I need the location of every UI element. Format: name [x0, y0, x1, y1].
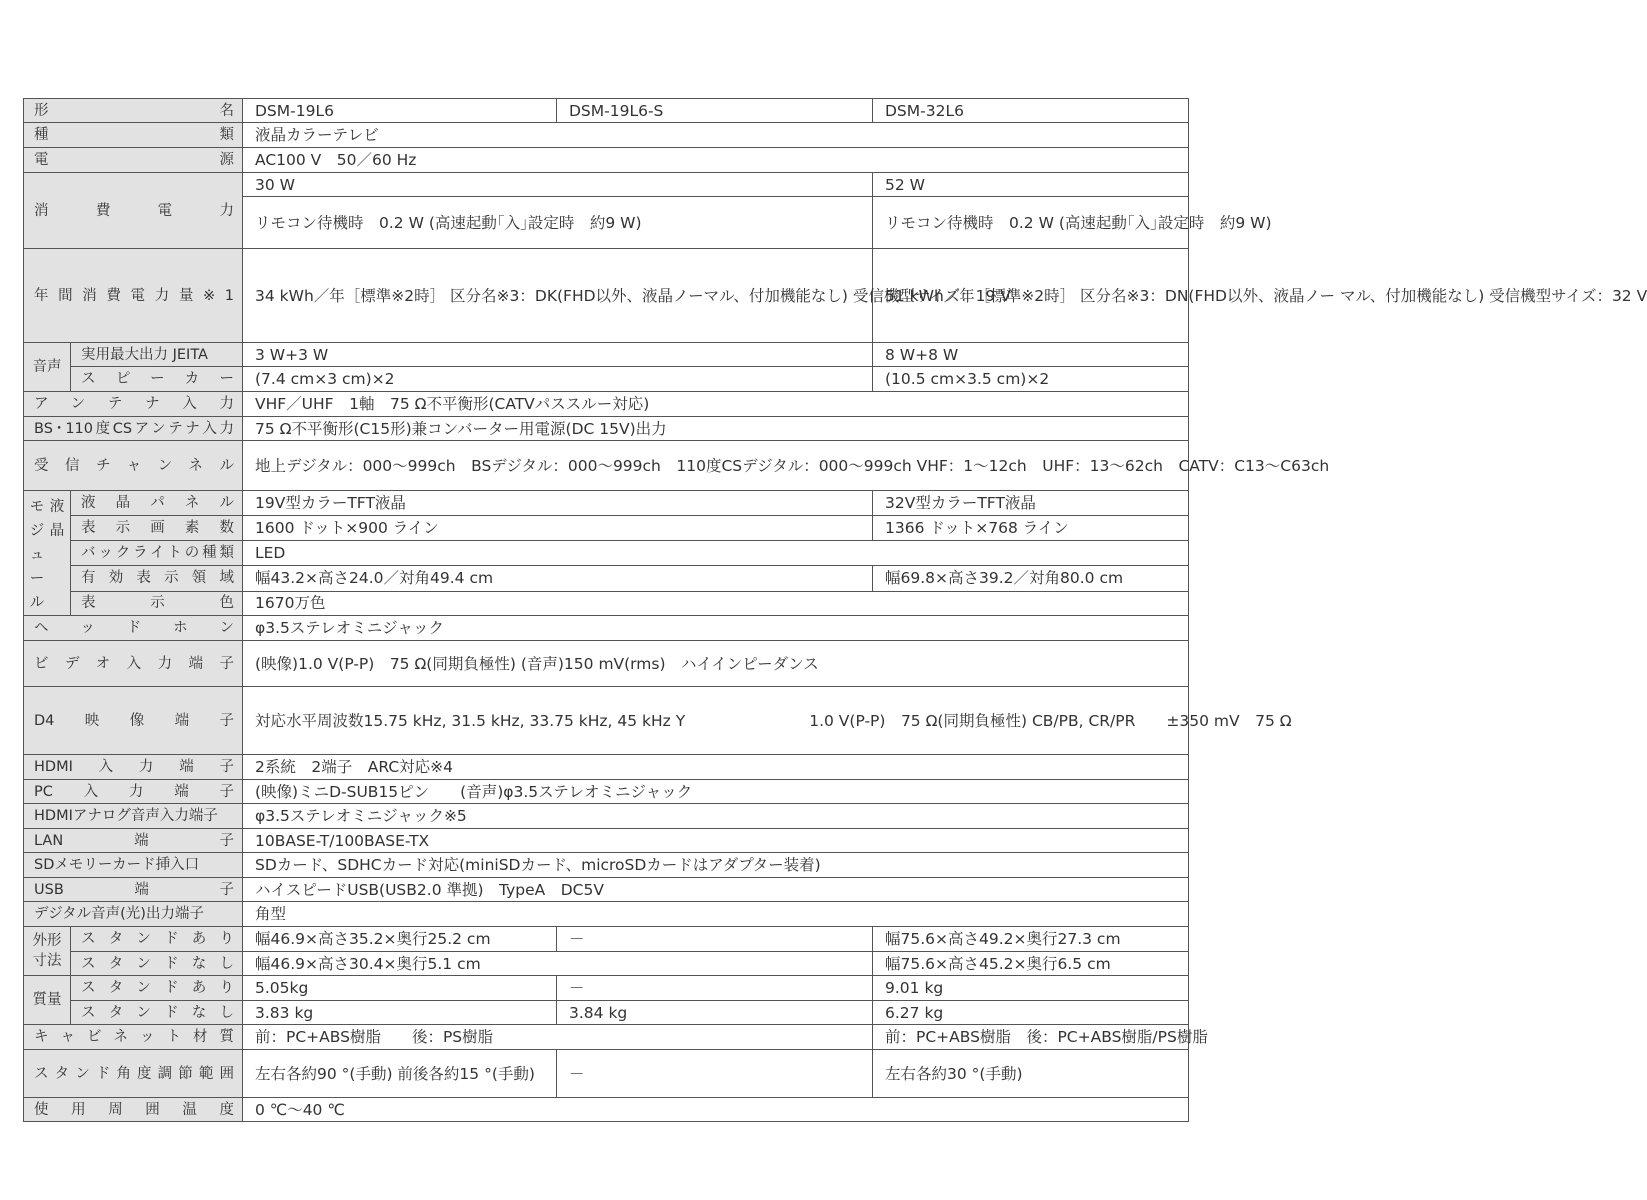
row-headphone — [24, 616, 1189, 641]
value-mass-stand-19s: － — [557, 976, 873, 1001]
value-power: AC100 V 50／60 Hz — [243, 148, 1189, 173]
value-annual-32: 51 kWh／年［標準※2時］ 区分名※3：DN(FHD以外、液晶ノー マル、付加機能なし) 受信機型サイズ：32 V — [873, 249, 1189, 343]
value-usb: ハイスピードUSB(USB2.0 準拠) TypeA DC5V — [243, 878, 1189, 902]
row-pixels — [24, 516, 1189, 540]
row-lcd-panel — [24, 491, 1189, 516]
value-mass-stand-32: 9.01 kg — [873, 976, 1189, 1001]
value-bs-antenna: 75 Ω不平衡形(C15形)兼コンバーター用電源(DC 15V)出力 — [243, 417, 1189, 441]
value-display-area-32: 幅69.8×高さ39.2／対角80.0 cm — [873, 566, 1189, 591]
label-d4: D4映像端子 — [24, 687, 243, 755]
row-dim-stand — [24, 927, 1189, 952]
value-annual-19: 34 kWh／年［標準※2時］ 区分名※3：DK(FHD以外、液晶ノーマル、付加機能なし) 受信機型サイズ：19 V — [243, 249, 873, 343]
value-mass-nostand-19s: 3.84 kg — [557, 1001, 873, 1025]
value-dim-nostand-32: 幅75.6×高さ45.2×奥行6.5 cm — [873, 952, 1189, 976]
value-speaker-32: (10.5 cm×3.5 cm)×2 — [873, 367, 1189, 392]
value-lcd-panel-19: 19V型カラーTFT液晶 — [243, 491, 873, 516]
label-optical: デジタル音声(光)出力端子 — [24, 902, 243, 927]
row-channels — [24, 441, 1189, 491]
value-mass-nostand-32: 6.27 kg — [873, 1001, 1189, 1025]
value-cons-19-w: 30 W — [243, 173, 873, 197]
group-mass: 質量 — [24, 976, 71, 1025]
row-colors — [24, 591, 1189, 615]
label-stand-angle: スタンド角度調節範囲 — [24, 1050, 243, 1098]
row-model — [24, 99, 1189, 123]
label-hdmi: HDMI入力端子 — [24, 755, 243, 780]
row-display-area — [24, 566, 1189, 591]
value-stand-angle-19: 左右各約90 °(手動) 前後各約15 °(手動) — [243, 1050, 557, 1098]
label-annual: 年間消費電力量※1 — [24, 249, 243, 343]
value-d4: 対応水平周波数15.75 kHz, 31.5 kHz, 33.75 kHz, 45 kHz Y 1.0 V(P-P) 75 Ω(同期負極性) CB/PB, CR/PR ±350 mV 75 Ω — [243, 687, 1189, 755]
row-hdmi-analog — [24, 804, 1189, 829]
value-pixels-32: 1366 ドット×768 ライン — [873, 516, 1189, 540]
label-hdmi-analog: HDMIアナログ音声入力端子 — [24, 804, 243, 829]
value-audio-out-19: 3 W+3 W — [243, 343, 873, 367]
value-cons-32-w: 52 W — [873, 173, 1189, 197]
label-dim-stand-yes: スタンドあり — [71, 927, 243, 952]
value-pc: (映像)ミニD-SUB15ピン (音声)φ3.5ステレオミニジャック — [243, 780, 1189, 804]
group-audio: 音声 — [24, 343, 71, 392]
label-lcd-panel: 液晶パネル — [71, 491, 243, 516]
label-cabinet: キャビネット材質 — [24, 1025, 243, 1050]
label-backlight: バックライトの種類 — [71, 540, 243, 565]
value-channels: 地上デジタル：000～999ch BSデジタル：000～999ch 110度CSデジタル：000～999ch VHF：1～12ch UHF：13～62ch CATV：C13～C63ch — [243, 441, 1189, 491]
value-lan: 10BASE-T/100BASE-TX — [243, 829, 1189, 853]
row-power — [24, 148, 1189, 173]
value-mass-stand-19: 5.05kg — [243, 976, 557, 1001]
row-backlight — [24, 540, 1189, 565]
label-mass-stand-yes: スタンドあり — [71, 976, 243, 1001]
row-annual — [24, 249, 1189, 343]
value-video-in: (映像)1.0 V(P-P) 75 Ω(同期負極性) (音声)150 mV(rms) ハイインピーダンス — [243, 641, 1189, 687]
value-pixels-19: 1600 ドット×900 ライン — [243, 516, 873, 540]
value-optical: 角型 — [243, 902, 1189, 927]
value-backlight: LED — [243, 540, 1189, 565]
label-dim-stand-no: スタンドなし — [71, 952, 243, 976]
value-model-19: DSM-19L6 — [243, 99, 557, 123]
label-usb: USB端子 — [24, 878, 243, 902]
label-speaker: スピーカー — [71, 367, 243, 392]
label-headphone: ヘッドホン — [24, 616, 243, 641]
value-cabinet-19: 前：PC+ABS樹脂 後：PS樹脂 — [243, 1025, 873, 1050]
row-d4 — [24, 687, 1189, 755]
row-hdmi — [24, 755, 1189, 780]
label-audio-out: 実用最大出力 JEITA — [71, 343, 243, 367]
row-sd — [24, 853, 1189, 878]
group-lcd-module-b: モジュール — [29, 499, 45, 611]
value-model-19s: DSM-19L6-S — [557, 99, 873, 123]
label-type: 種類 — [24, 123, 243, 148]
label-power: 電源 — [24, 148, 243, 173]
value-headphone: φ3.5ステレオミニジャック — [243, 616, 1189, 641]
label-channels: 受信チャンネル — [24, 441, 243, 491]
value-temp: 0 ℃～40 ℃ — [243, 1098, 1189, 1122]
value-dim-stand-32: 幅75.6×高さ49.2×奥行27.3 cm — [873, 927, 1189, 952]
value-colors: 1670万色 — [243, 591, 1189, 615]
row-bs-antenna — [24, 417, 1189, 441]
value-model-32: DSM-32L6 — [873, 99, 1189, 123]
row-dim-nostand — [24, 952, 1189, 976]
value-hdmi: 2系統 2端子 ARC対応※4 — [243, 755, 1189, 780]
row-audio-out — [24, 343, 1189, 367]
row-mass-nostand — [24, 1001, 1189, 1025]
row-cabinet — [24, 1025, 1189, 1050]
label-pc: PC入力端子 — [24, 780, 243, 804]
value-cons-19-standby: リモコン待機時 0.2 W (高速起動｢入｣設定時 約9 W) — [243, 197, 873, 249]
value-type: 液晶カラーテレビ — [243, 123, 1189, 148]
row-pc — [24, 780, 1189, 804]
label-video-in: ビデオ入力端子 — [24, 641, 243, 687]
row-type — [24, 123, 1189, 148]
label-sd: SDメモリーカード挿入口 — [24, 853, 243, 878]
value-cons-32-standby: リモコン待機時 0.2 W (高速起動｢入｣設定時 約9 W) — [873, 197, 1189, 249]
value-sd: SDカード、SDHCカード対応(miniSDカード、microSDカードはアダプター装着) — [243, 853, 1189, 878]
row-antenna — [24, 392, 1189, 417]
row-lan — [24, 829, 1189, 853]
label-antenna: アンテナ入力 — [24, 392, 243, 417]
value-audio-out-32: 8 W+8 W — [873, 343, 1189, 367]
label-display-area: 有効表示領域 — [71, 566, 243, 591]
value-mass-nostand-19: 3.83 kg — [243, 1001, 557, 1025]
label-bs-antenna: BS･110度CSアンテナ入力 — [24, 417, 243, 441]
value-dim-stand-19s: － — [557, 927, 873, 952]
row-video-in — [24, 641, 1189, 687]
row-stand-angle — [24, 1050, 1189, 1098]
row-mass-stand — [24, 976, 1189, 1001]
label-temp: 使用周囲温度 — [24, 1098, 243, 1122]
row-optical — [24, 902, 1189, 927]
value-hdmi-analog: φ3.5ステレオミニジャック※5 — [243, 804, 1189, 829]
value-antenna: VHF／UHF 1軸 75 Ω不平衡形(CATVパススルー対応) — [243, 392, 1189, 417]
group-lcd-module-a: 液晶 — [49, 499, 65, 539]
group-lcd-module — [24, 491, 71, 616]
value-display-area-19: 幅43.2×高さ24.0／対角49.4 cm — [243, 566, 873, 591]
label-lan: LAN端子 — [24, 829, 243, 853]
spec-table — [23, 98, 1647, 1122]
value-dim-stand-19: 幅46.9×高さ35.2×奥行25.2 cm — [243, 927, 557, 952]
value-cabinet-32: 前：PC+ABS樹脂 後：PC+ABS樹脂/PS樹脂 — [873, 1025, 1189, 1050]
value-speaker-19: (7.4 cm×3 cm)×2 — [243, 367, 873, 392]
label-colors: 表示色 — [71, 591, 243, 615]
label-consumption: 消費電力 — [24, 173, 243, 249]
row-speaker — [24, 367, 1189, 392]
value-lcd-panel-32: 32V型カラーTFT液晶 — [873, 491, 1189, 516]
row-temp — [24, 1098, 1189, 1122]
label-model: 形名 — [24, 99, 243, 123]
label-mass-stand-no: スタンドなし — [71, 1001, 243, 1025]
row-usb — [24, 878, 1189, 902]
value-stand-angle-32: 左右各約30 °(手動) — [873, 1050, 1189, 1098]
group-dimensions: 外形寸法 — [24, 927, 71, 976]
label-pixels: 表示画素数 — [71, 516, 243, 540]
row-consumption-w — [24, 173, 1189, 197]
value-stand-angle-19s: － — [557, 1050, 873, 1098]
value-dim-nostand-19: 幅46.9×高さ30.4×奥行5.1 cm — [243, 952, 873, 976]
